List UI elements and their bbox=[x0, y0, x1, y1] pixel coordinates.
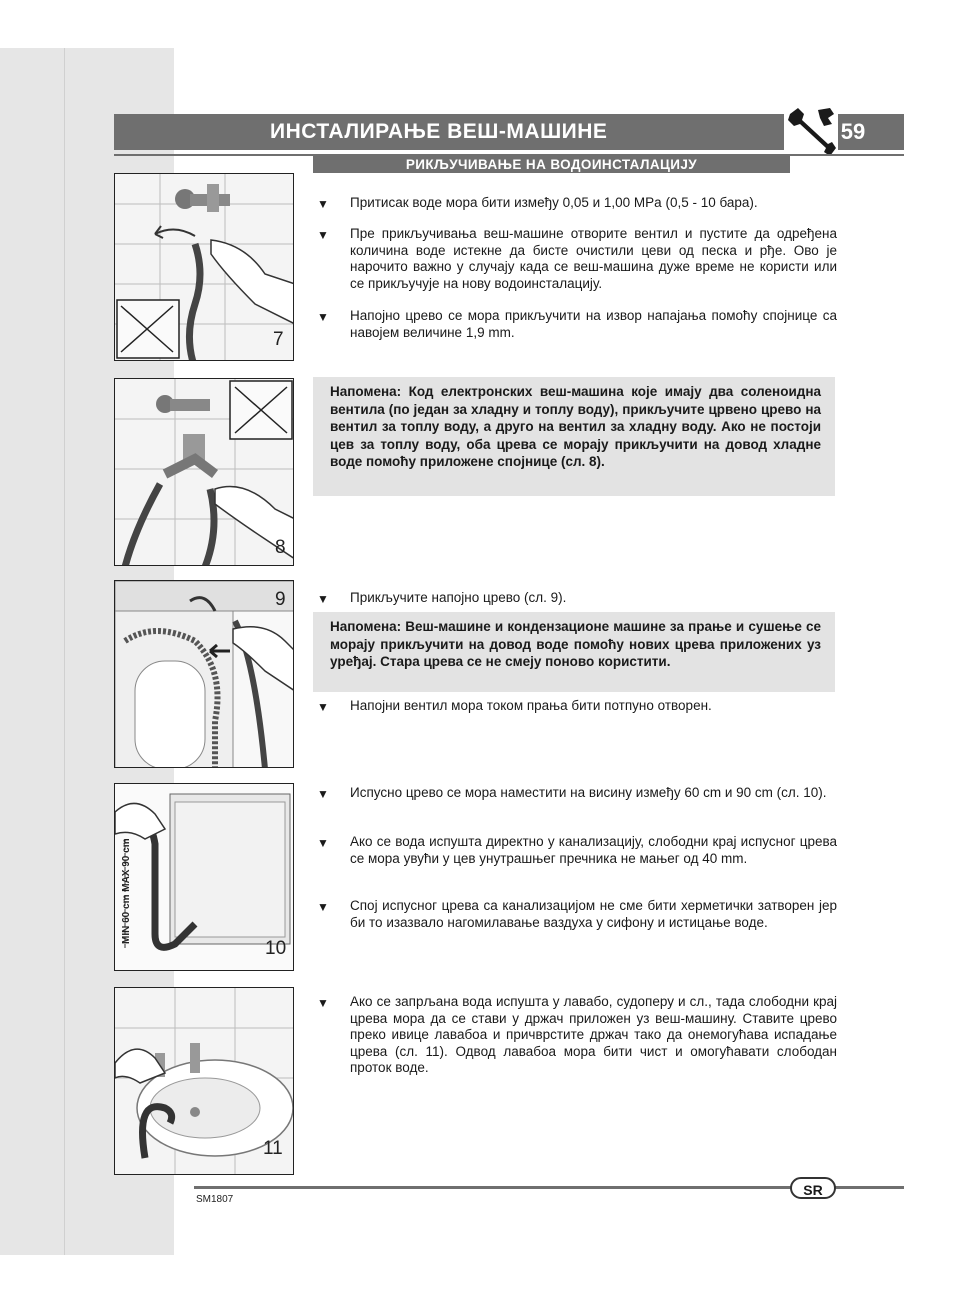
wrench-icon bbox=[784, 104, 838, 158]
figure-7 bbox=[114, 173, 294, 361]
bullet-marker: ▼ bbox=[317, 700, 329, 714]
bullet-marker: ▼ bbox=[317, 900, 329, 914]
section-title: РИКЉУЧИВАЊЕ НА ВОДОИНСТАЛАЦИЈУ bbox=[313, 156, 790, 173]
figure-number: 8 bbox=[275, 537, 286, 558]
bullet-item: ▼ Напојно црево се мора прикључити на извор напајања помоћу спојнице са навојем величине 1,9 mm. bbox=[317, 308, 837, 340]
note-box: Напомена: Код електронских веш-машина које имају два соленоидна вентила (по један за хладну и топлу воду), прикључите црвено црево на вентил за топлу воду, а друго на вентил за хладну воду. Ако не постоји цев за топлу воду, оба црева се морају прикључити на довод хладне воде помоћу приложене спојнице (сл. 8). bbox=[313, 377, 835, 496]
bullet-marker: ▼ bbox=[317, 228, 329, 242]
bullet-item: ▼ Прикључите напојно црево (сл. 9). bbox=[317, 590, 567, 606]
bullet-marker: ▼ bbox=[317, 592, 329, 606]
height-label: MIN 60 cm MAX 90 cm bbox=[121, 838, 132, 944]
figure-10 bbox=[114, 783, 294, 971]
bullet-marker: ▼ bbox=[317, 836, 329, 850]
bullet-item: ▼ Напојни вентил мора током прања бити потпуно отворен. bbox=[317, 698, 712, 714]
bullet-item: ▼ Пре прикључивања веш-машине отворите вентил и пустите да одређена количина воде истекне да бисте очистили цеви од песка и рђе. Ово је нарочито важно у случају када се веш-машина дуже време не користи или се прикључује на нову водоинсталацију. bbox=[317, 226, 837, 291]
note-box: Напомена: Веш-машине и кондензационе машине за прање и сушење се морају прикључити на довод воде помоћу нових црева приложених уз уређај. Стара црева се не смеју поново користити. bbox=[313, 612, 835, 692]
bullet-item: ▼ Ако се вода испушта директно у канализацију, слободни крај испусног црева се мора увући у цев унутрашњег пречника не мањег од 40 mm. bbox=[317, 834, 837, 866]
figure-number: 9 bbox=[275, 589, 286, 610]
figure-number: 7 bbox=[273, 329, 284, 350]
bullet-marker: ▼ bbox=[317, 197, 329, 211]
figure-9 bbox=[114, 580, 294, 768]
figure-8 bbox=[114, 378, 294, 566]
page-title: ИНСТАЛИРАЊЕ ВЕШ-МАШИНЕ bbox=[114, 114, 790, 150]
bullet-marker: ▼ bbox=[317, 787, 329, 801]
figure-11 bbox=[114, 987, 294, 1175]
figure-number: 11 bbox=[263, 1138, 283, 1159]
bullet-item: ▼ Спој испусног црева са канализацијом не сме бити херметички затворен јер би то изазвало нагомилавање ваздуха у сифону и истицање воде. bbox=[317, 898, 837, 930]
language-badge: SR bbox=[790, 1177, 836, 1199]
bullet-marker: ▼ bbox=[317, 996, 329, 1010]
page-number: 59 bbox=[840, 119, 866, 144]
bullet-marker: ▼ bbox=[317, 310, 329, 324]
document-code: SM1807 bbox=[196, 1194, 234, 1205]
bullet-item: ▼ Притисак воде мора бити између 0,05 и 1,00 MPa (0,5 - 10 бара). bbox=[317, 195, 758, 211]
figure-number: 10 bbox=[265, 938, 287, 959]
bullet-item: ▼ Ако се запрљана вода испушта у лавабо, судоперу и сл., тада слободни крај црева мора да се стави у држач приложен уз веш-машину. Ставите црево преко ивице лавабоа и причврстите држач тако да онемогућава испадање црева (сл. 11). Одвод лавабоа мора бити чист и омогућавати слободан проток воде. bbox=[317, 994, 837, 1075]
bullet-item: ▼ Испусно црево се мора наместити на висину између 60 cm и 90 cm (сл. 10). bbox=[317, 785, 827, 801]
